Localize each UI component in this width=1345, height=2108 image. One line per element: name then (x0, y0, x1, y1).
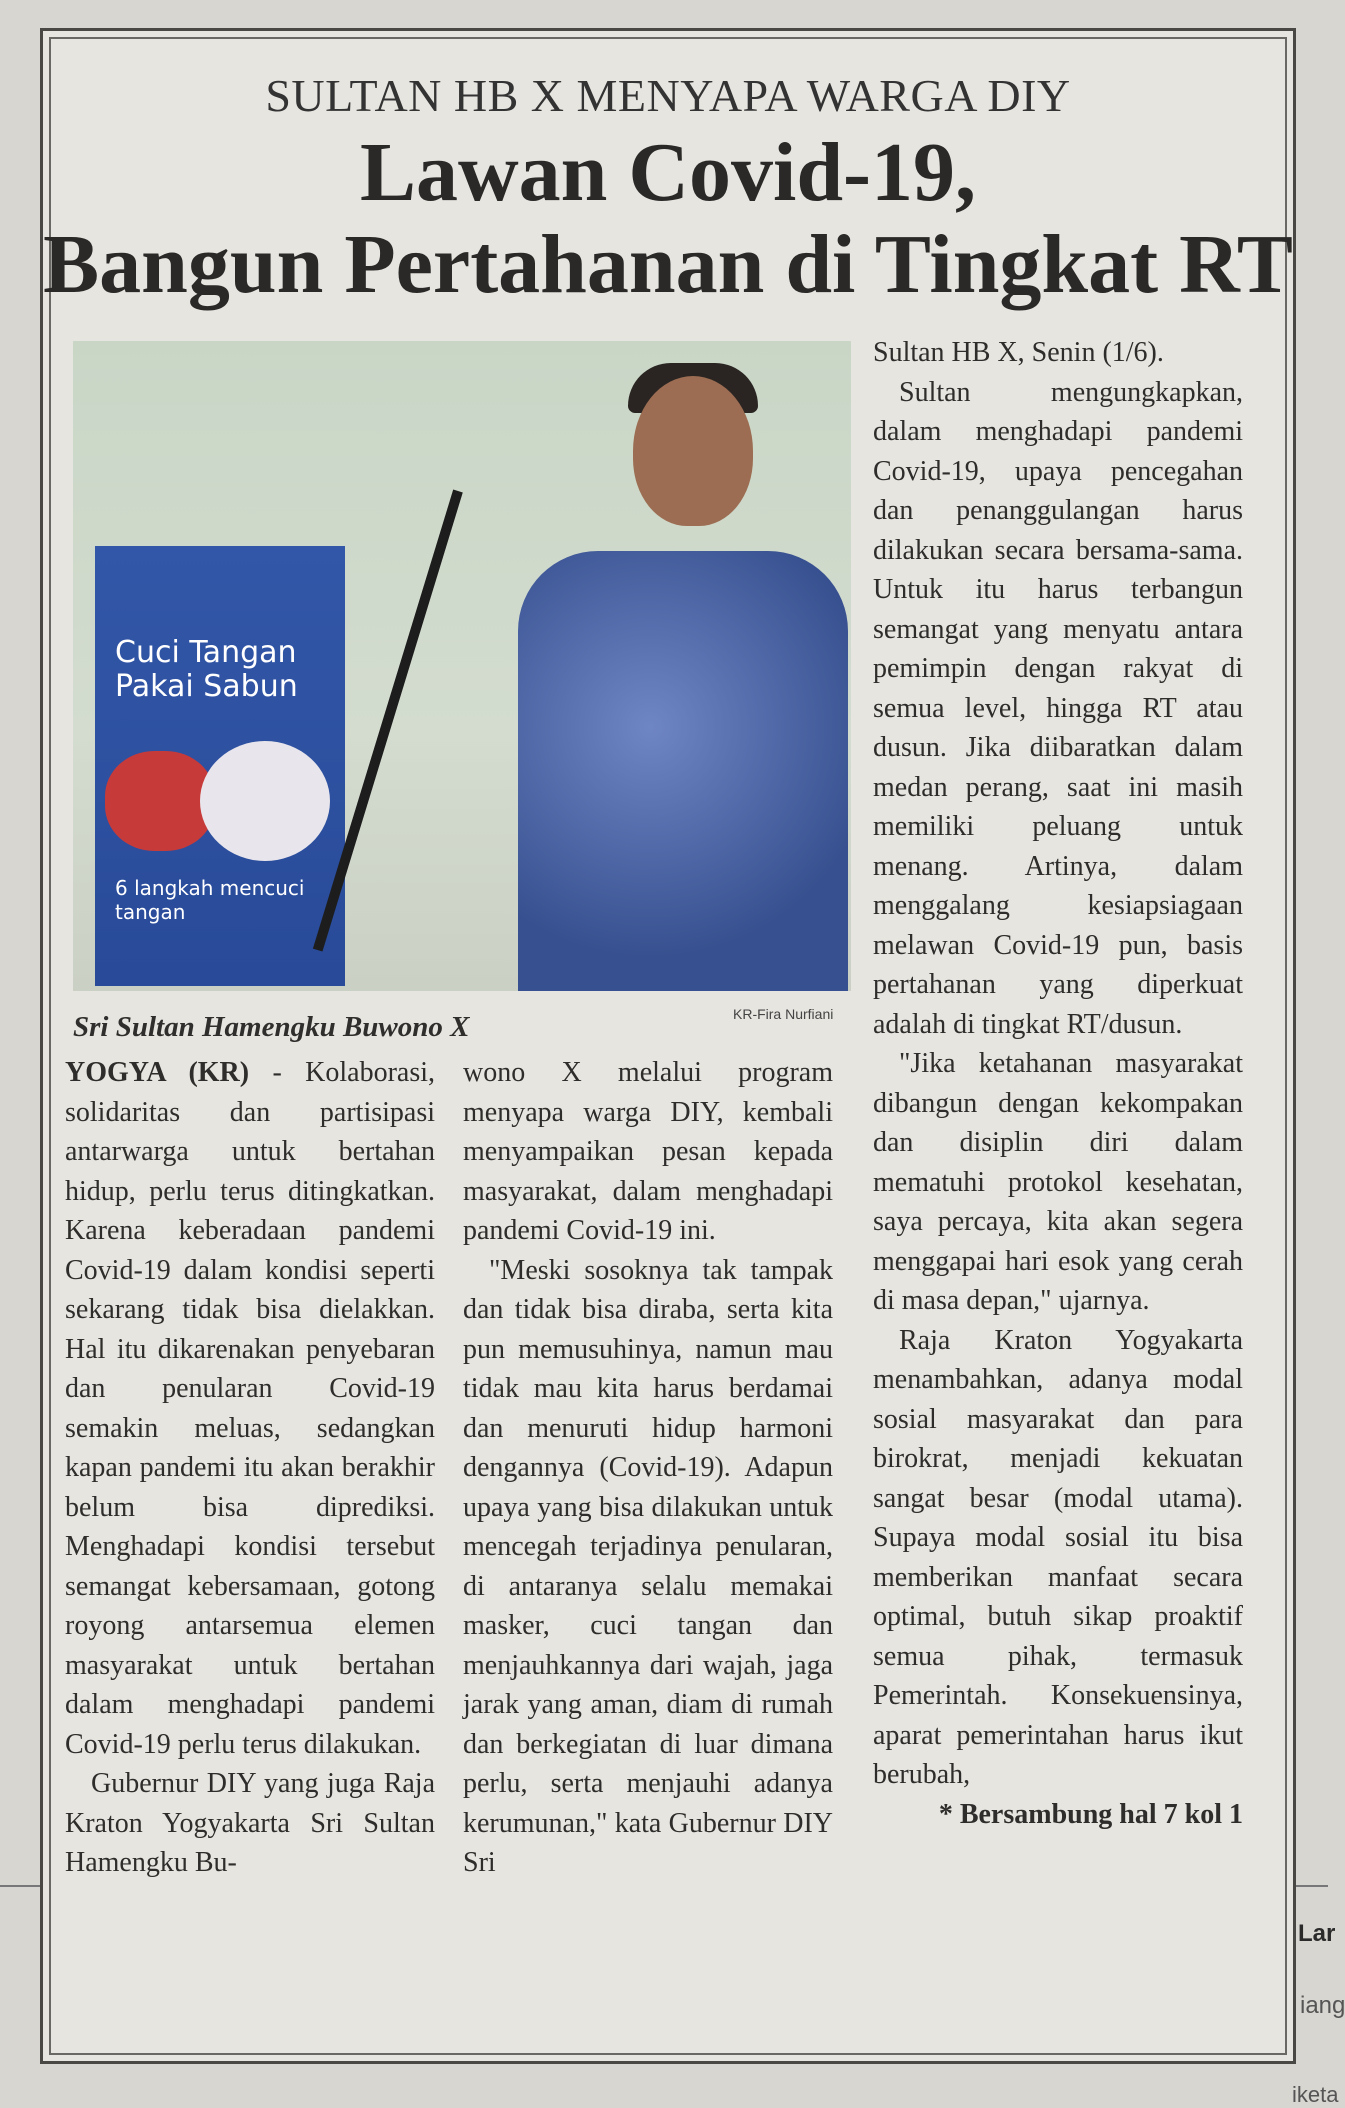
col2-paragraph-2: "Meski sosoknya tak tampak dan tidak bisa diraba, serta kita pun memusuhinya, namun mau tidak mau kita harus berdamai dan menuruti hidup harmoni dengannya (Covid-19). Adapun upaya yang bisa dilakukan untuk mencegah terjadinya penularan, di antaranya selalu memakai masker, cuci tangan dan menjauhkannya dari wajah, jaga jarak yang aman, diam di rumah dan berkegiatan di luar dimana perlu, serta menjauhi adanya kerumunan," kata Gubernur DIY Sri (463, 1254, 833, 1878)
col3-paragraph-1: Sultan HB X, Senin (1/6). (873, 337, 1164, 368)
edge-fragment-top: Lar (1298, 1920, 1336, 1947)
banner-subtitle: 6 langkah mencuci tangan (115, 876, 305, 924)
edge-fragment-middle: iang (1300, 1992, 1345, 2019)
article-column-1 (65, 1053, 435, 1883)
col1-paragraph-1: - Kolaborasi, solidaritas dan partisipasi antarwarga untuk bertahan hidup, perlu terus ditingkatkan. Karena keberadaan pandemi Covid-19 dalam kondisi seperti sekarang tidak bisa dielakkan. Hal itu dikarenakan penyebaran dan penularan Covid-19 semakin meluas, sedangkan kapan pandemi itu akan berakhir belum bisa diprediksi. Menghadapi kondisi tersebut semangat kebersamaan, gotong royong antarsemua elemen masyarakat untuk bertahan dalam menghadapi pandemi Covid-19 perlu terus dilakukan. (65, 1057, 435, 1760)
dateline: YOGYA (KR) (65, 1057, 250, 1088)
article-headline (43, 127, 1293, 311)
speaker-figure (518, 551, 848, 991)
virus-graphic-icon (105, 751, 215, 851)
headline-line-2: Bangun Pertahanan di Tingkat RT (43, 218, 1293, 311)
headline-line-1: Lawan Covid-19, (359, 126, 977, 219)
photo-credit: KR-Fira Nurfiani (733, 1006, 834, 1022)
article-photo (73, 341, 851, 991)
article-kicker: SULTAN HB X MENYAPA WARGA DIY (265, 70, 1071, 121)
col2-paragraph-1: wono X melalui program menyapa warga DIY, kembali menyampaikan pesan kepada masyarakat, dalam menghadapi pandemi Covid-19 ini. (463, 1057, 833, 1246)
edge-fragment-bottom: iketa (1292, 2082, 1339, 2107)
hand-graphic-icon (200, 741, 330, 861)
speaker-head (633, 376, 753, 526)
newspaper-clipping (40, 28, 1296, 2064)
col3-paragraph-3: "Jika ketahanan masyarakat dibangun dengan kekompakan dan disiplin diri dalam mematuhi protokol kesehatan, saya percaya, kita akan segera menggapai hari esok yang cerah di masa depan," ujarnya. (873, 1048, 1243, 1316)
article-column-3 (873, 333, 1243, 1834)
article-column-2 (463, 1053, 833, 1883)
photo-caption: Sri Sultan Hamengku Buwono X (73, 1011, 470, 1043)
col3-paragraph-2: Sultan mengungkapkan, dalam menghadapi pandemi Covid-19, upaya pencegahan dan penanggulangan harus dilakukan secara bersama-sama. Untuk itu harus terbangun semangat yang menyatu antara pemimpin dengan rakyat di semua level, hingga RT atau dusun. Jika diibaratkan dalam medan perang, saat ini masih memiliki peluang untuk menang. Artinya, dalam menggalang kesiapsiagaan melawan Covid-19 pun, basis pertahanan yang diperkuat adalah di tingkat RT/dusun. (873, 376, 1243, 1040)
col3-paragraph-4: Raja Kraton Yogyakarta menambahkan, adanya modal sosial masyarakat dan para birokrat, menjadi kekuatan sangat besar (modal utama). Supaya modal sosial itu bisa memberikan manfaat secara optimal, butuh sikap proaktif semua pihak, termasuk Pemerintah. Konsekuensinya, aparat pemerintahan harus ikut berubah, (873, 1324, 1243, 1790)
continued-notice: * Bersambung hal 7 kol 1 (938, 1798, 1243, 1830)
banner-title: Cuci Tangan Pakai Sabun (115, 635, 298, 704)
col1-paragraph-2: Gubernur DIY yang juga Raja Kraton Yogyakarta Sri Sultan Hamengku Bu- (65, 1768, 435, 1878)
handwashing-banner (95, 546, 345, 986)
